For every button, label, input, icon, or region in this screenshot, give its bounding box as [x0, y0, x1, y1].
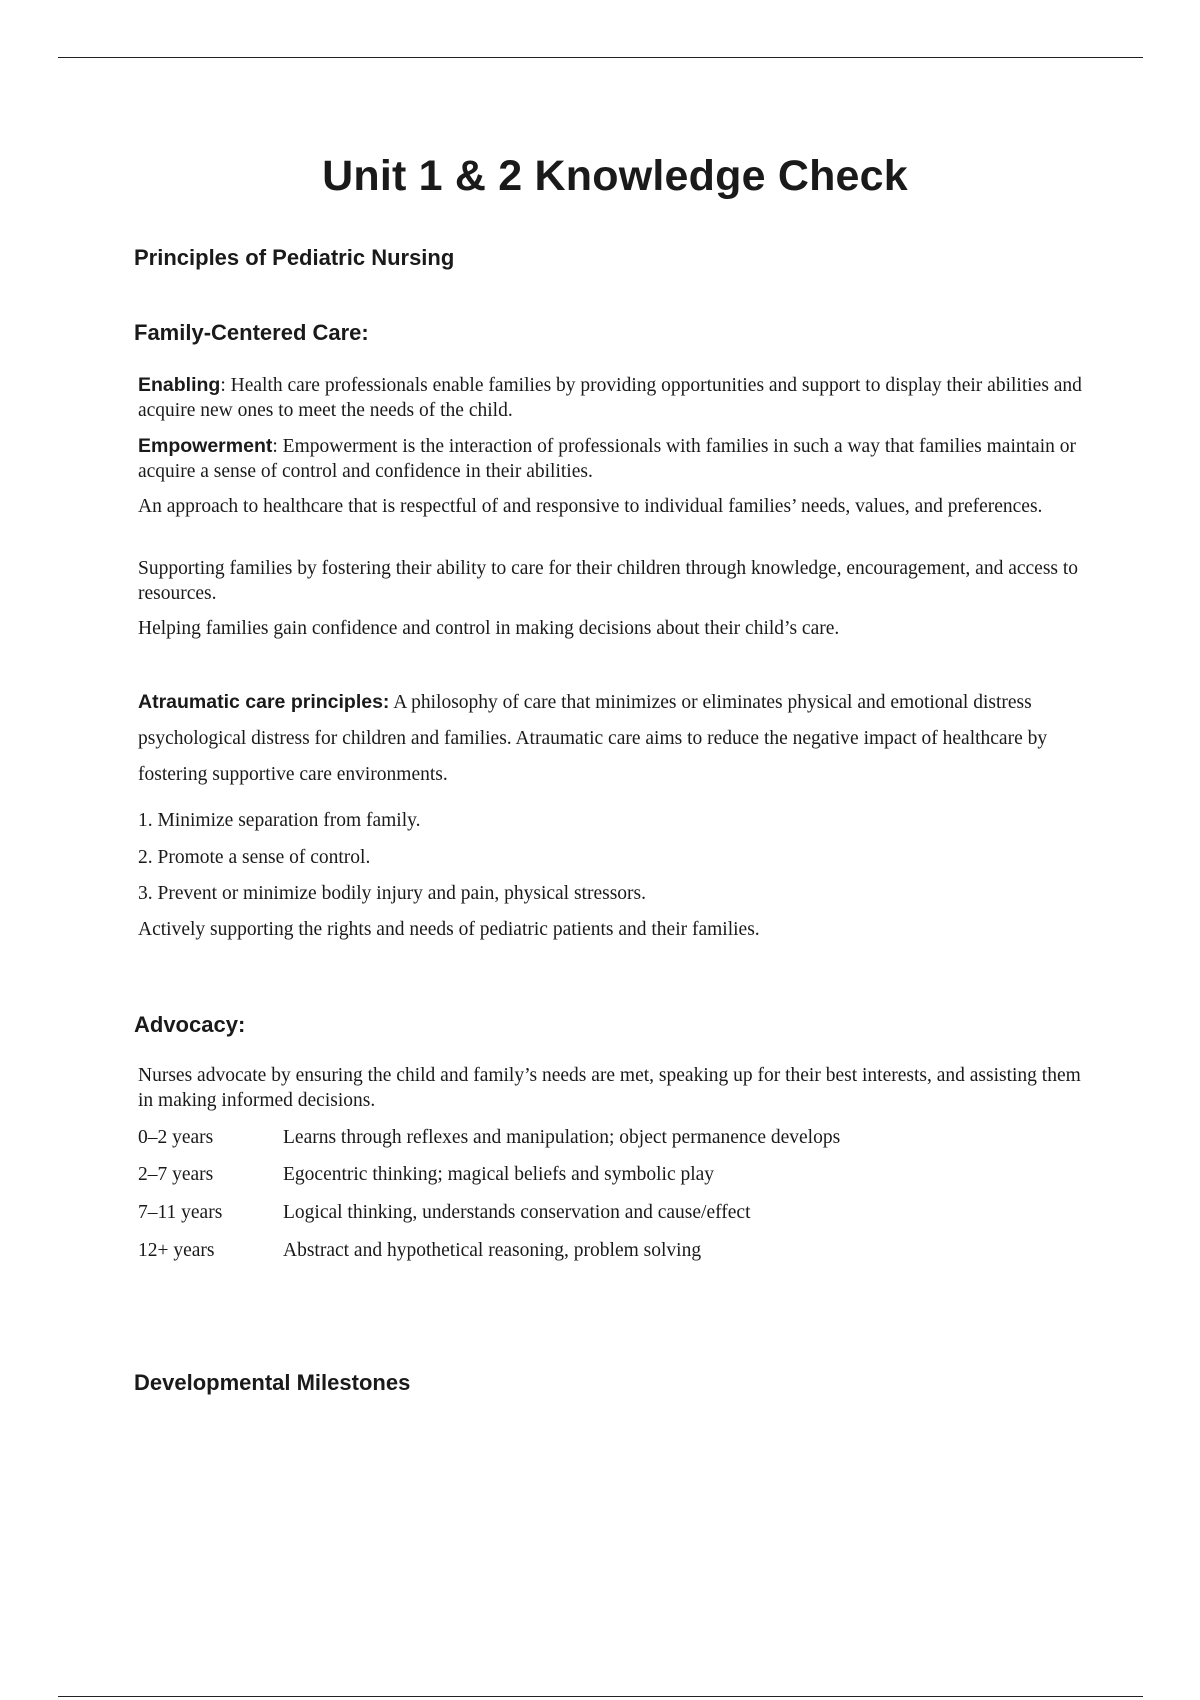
section-heading-principles: Principles of Pediatric Nursing	[134, 245, 455, 270]
principle-item: 3. Prevent or minimize bodily injury and pain, physical stressors.	[138, 883, 646, 904]
paragraph-enabling	[138, 373, 1098, 423]
paragraph-helping: Helping families gain confidence and control in making decisions about their child’s care.	[138, 618, 840, 639]
stage-age: 12+ years	[138, 1240, 215, 1261]
principle-item: 2. Promote a sense of control.	[138, 847, 371, 868]
principle-item: 1. Minimize separation from family.	[138, 810, 421, 831]
stage-age: 0–2 years	[138, 1127, 214, 1148]
heading-advocacy: Advocacy:	[134, 1012, 246, 1037]
page-title: Unit 1 & 2 Knowledge Check	[322, 152, 908, 200]
term-atraumatic-care: Atraumatic care principles:	[138, 691, 390, 713]
stage-row	[138, 1238, 1038, 1263]
paragraph-approach: An approach to healthcare that is respectful of and responsive to individual families’ needs, values, and preferences.	[138, 496, 1043, 517]
atraumatic-closing: Actively supporting the rights and needs of pediatric patients and their families.	[138, 919, 760, 940]
heading-family-centered-care: Family-Centered Care:	[134, 320, 369, 345]
paragraph-advocacy: Nurses advocate by ensuring the child and family’s needs are met, speaking up for their best interests, and assisting them in making informed decisions.	[138, 1065, 1081, 1111]
term-empowerment: Empowerment	[138, 435, 273, 457]
bottom-divider	[58, 1696, 1143, 1697]
stage-description: Learns through reflexes and manipulation; object permanence develops	[283, 1127, 841, 1148]
text-empowerment: : Empowerment is the interaction of professionals with families in such a way that families maintain or acquire a sense of control and confidence in their abilities.	[138, 436, 1076, 482]
stage-description: Egocentric thinking; magical beliefs and symbolic play	[283, 1164, 715, 1185]
paragraph-supporting: Supporting families by fostering their ability to care for their children through knowledge, encouragement, and access to resources.	[138, 558, 1079, 604]
stage-age: 2–7 years	[138, 1164, 214, 1185]
stage-row	[138, 1200, 1038, 1225]
heading-developmental-milestones: Developmental Milestones	[134, 1370, 411, 1395]
stage-description: Logical thinking, understands conservation and cause/effect	[283, 1202, 751, 1223]
paragraph-atraumatic-care	[138, 684, 1118, 793]
text-atraumatic-care: A philosophy of care that minimizes or eliminates physical and emotional distress psychological distress for children and families. Atraumatic care aims to reduce the negative impact of healthcare by fostering supportive care environments.	[138, 692, 1048, 785]
text-enabling: : Health care professionals enable families by providing opportunities and support to display their abilities and acquire new ones to meet the needs of the child.	[138, 375, 1082, 421]
stage-row	[138, 1125, 1038, 1150]
paragraph-empowerment	[138, 434, 1098, 484]
top-divider	[58, 57, 1143, 58]
stage-description: Abstract and hypothetical reasoning, problem solving	[283, 1240, 702, 1261]
term-enabling: Enabling	[138, 374, 221, 396]
stage-age: 7–11 years	[138, 1202, 223, 1223]
stage-row	[138, 1162, 1038, 1187]
